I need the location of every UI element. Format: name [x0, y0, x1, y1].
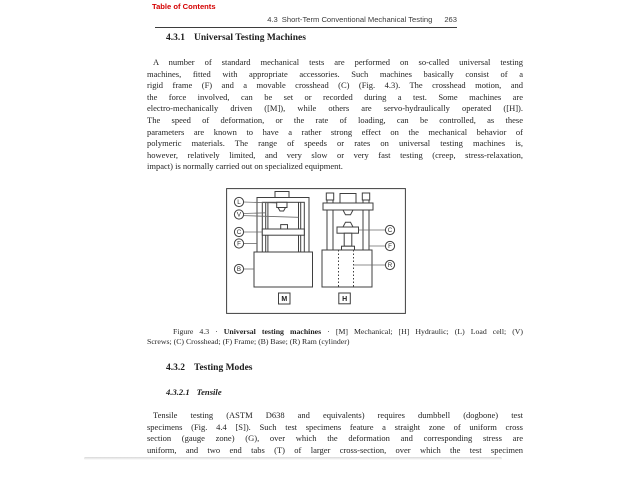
body-line: polymeric materials. The range of speeds or rates on universal testing machines is,	[147, 138, 523, 149]
body-line: impact) is normally carried out on specialized equipment.	[147, 161, 343, 172]
machine-m-label: M	[281, 296, 288, 304]
callout-letter-B: B	[236, 266, 242, 274]
base-h	[322, 250, 372, 287]
callout-letter-C2: C	[387, 227, 393, 235]
running-head-section-title: Short-Term Conventional Mechanical Testing	[281, 15, 433, 24]
table-of-contents-link[interactable]: Table of Contents	[152, 2, 216, 11]
heading-4-3-1	[166, 33, 306, 43]
lower-grip-h	[343, 222, 353, 227]
body-line: specimens (Fig. 4.4 [S]). Such test specimens feature a straight zone of uniform cross	[147, 421, 523, 432]
callout-letter-F: F	[237, 240, 241, 248]
crosshead-m	[262, 229, 304, 235]
heading-4-3-2-1-number: 4.3.2.1	[166, 387, 190, 397]
heading-4-3-2-1	[166, 387, 222, 397]
running-head	[155, 15, 457, 24]
body-line: Tensile testing (ASTM D638 and equivalents) requires dumbbell (dogbone) test	[153, 410, 523, 420]
figure-4-3-drawing	[226, 188, 406, 314]
figure-4-3	[226, 188, 406, 314]
machine-h-label: H	[342, 296, 348, 304]
heading-4-3-2-number: 4.3.2	[166, 363, 185, 373]
figure-border	[227, 189, 406, 314]
piston-h	[344, 233, 352, 246]
post-cap-right	[362, 193, 369, 200]
body-line: section (gauge zone) (G), over which the deformation and corresponding stress are	[147, 433, 523, 444]
crossbar-h	[323, 203, 373, 210]
header-rule	[155, 27, 457, 28]
base-m	[254, 252, 313, 287]
body-line: electro-mechanically driven ([M]), while others are servo-hydraulically operated ([H]).	[147, 103, 523, 114]
top-tab-m	[275, 192, 289, 198]
page-bottom-edge	[84, 457, 502, 460]
heading-4-3-1-number: 4.3.1	[166, 33, 185, 43]
body-line: uniform, and two end tabs (T) of larger cross-section, over which the test specimen	[147, 444, 523, 455]
callout-letter-L: L	[237, 199, 241, 207]
top-block-h	[340, 194, 356, 204]
load-cell-grip	[278, 208, 286, 212]
caption-separator: ·	[215, 327, 218, 336]
heading-4-3-2-title: Testing Modes	[194, 363, 253, 373]
heading-4-3-2	[166, 363, 253, 373]
body-line: A number of standard mechanical tests are performed on so-called universal testing	[153, 57, 523, 67]
post-cap-left	[326, 193, 333, 200]
paragraph-tensile	[147, 410, 523, 456]
body-line: machines, fitted with appropriate accessories. Such machines basically consist of a	[147, 68, 523, 79]
crosshead-tab-m	[281, 225, 288, 229]
body-line: however, relatively limited, and very slow or very fast testing (creep, stress-relaxation,	[147, 149, 523, 160]
callout-letter-F2: F	[388, 243, 392, 251]
crosshead-h	[337, 227, 359, 233]
upper-grip-h	[343, 210, 353, 215]
callout-letter-R: R	[387, 262, 393, 270]
body-line: the force involved, can be set or recorded during a test. Some machines are	[147, 91, 523, 102]
callout-letter-C: C	[236, 229, 242, 237]
heading-4-3-1-title: Universal Testing Machines	[194, 33, 306, 43]
figure-caption-title: Universal testing machines	[223, 327, 322, 336]
load-cell	[277, 202, 287, 207]
body-line: rigid frame (F) and a movable crosshead (C) (Fig. 4.3). The crosshead motion, and	[147, 80, 523, 91]
caption-separator: ·	[327, 327, 330, 336]
figure-caption-legend: [M] Mechanical; [H] Hydraulic; (L) Load cell; (V)	[335, 327, 523, 336]
figure-caption-line-2: Screws; (C) Crosshead; (F) Frame; (B) Base; (R) Ram (cylinder)	[147, 336, 350, 346]
body-line: parameters are known to have a rather strong effect on the mechanical behavior of	[147, 126, 523, 137]
paragraph-universal-testing	[147, 57, 523, 173]
figure-caption-number: Figure 4.3	[173, 327, 210, 336]
heading-4-3-2-1-title: Tensile	[196, 387, 222, 397]
machine-h-drawing	[322, 193, 373, 304]
machine-m-drawing	[254, 192, 313, 305]
piston-foot-h	[342, 246, 355, 250]
body-line: The speed of deformation, or the rate of loading, can be controlled, as these	[147, 114, 523, 125]
page-number: 263	[444, 15, 457, 24]
figure-caption-line-1	[147, 327, 523, 337]
figure-caption	[147, 327, 523, 347]
running-head-section-number: 4.3	[267, 15, 278, 24]
callout-letter-V: V	[236, 211, 242, 219]
